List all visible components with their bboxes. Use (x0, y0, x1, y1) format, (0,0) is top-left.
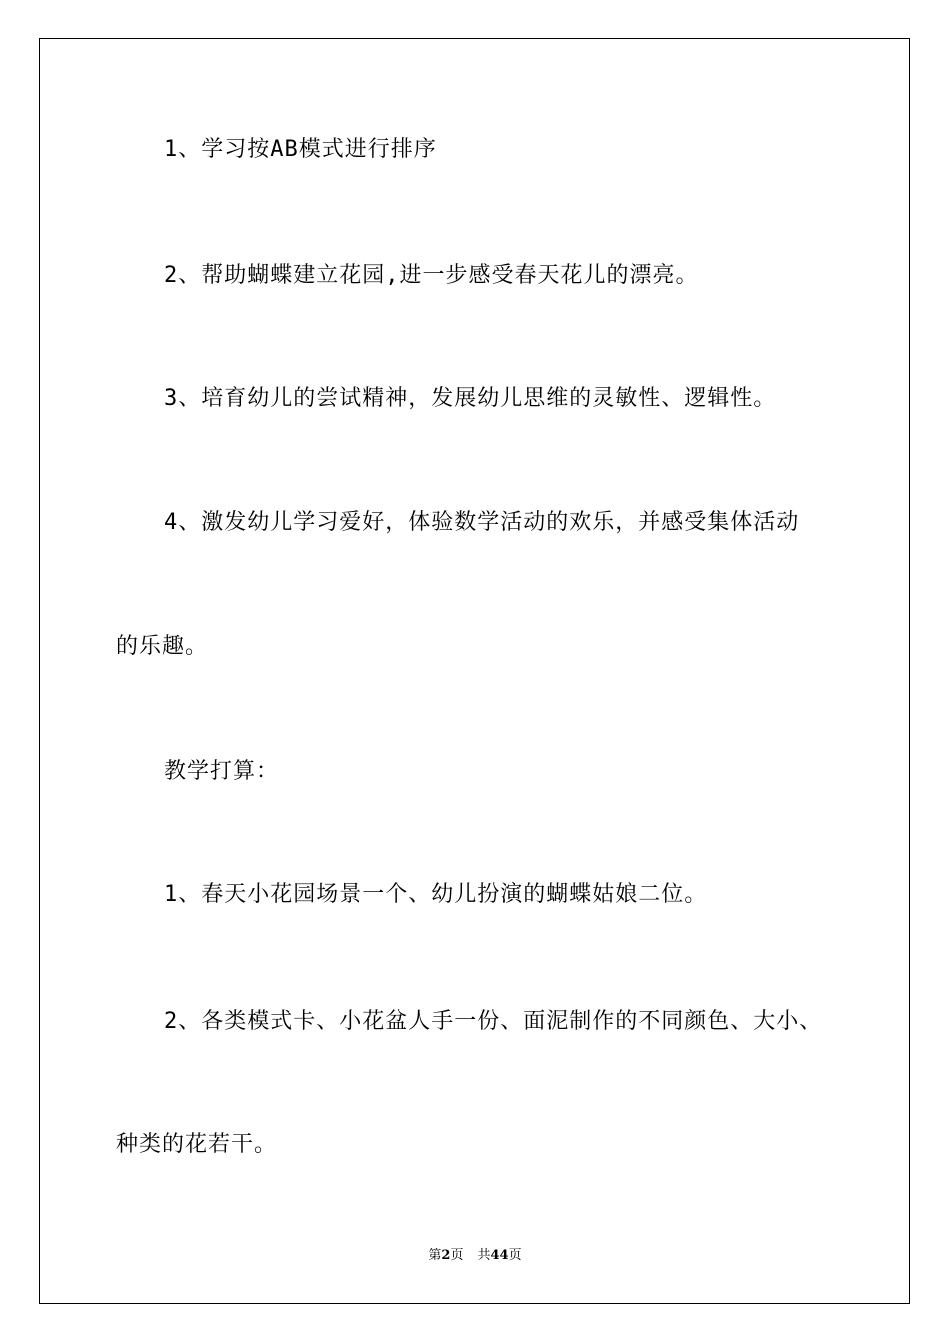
footer-page-suffix: 页 (450, 1248, 464, 1263)
body-line-7: 2、各类模式卡、小花盆人手一份、面泥制作的不同颜色、大小、 (164, 1009, 823, 1034)
body-line-1: 1、学习按AB模式进行排序 (164, 137, 437, 162)
body-line-8: 种类的花若干。 (116, 1132, 278, 1157)
page-footer (0, 1247, 950, 1265)
footer-total-pages: 44 (490, 1248, 509, 1263)
body-line-3: 3、培育幼儿的尝试精神，发展幼儿思维的灵敏性、逻辑性。 (164, 386, 777, 411)
body-line-6: 1、春天小花园场景一个、幼儿扮演的蝴蝶姑娘二位。 (164, 882, 708, 907)
page-border (39, 38, 910, 1304)
body-line-4: 4、激发幼儿学习爱好，体验数学活动的欢乐，并感受集体活动 (164, 510, 800, 535)
footer-page-prefix: 第 (428, 1248, 442, 1263)
footer-page-number: 2 (441, 1248, 451, 1263)
section-heading: 教学打算： (164, 759, 280, 784)
footer-total-suffix: 页 (508, 1248, 522, 1263)
body-line-2: 2、帮助蝴蝶建立花园,进一步感受春天花儿的漂亮。 (164, 263, 699, 288)
body-line-5: 的乐趣。 (116, 634, 209, 659)
footer-total-prefix: 共 (477, 1248, 491, 1263)
